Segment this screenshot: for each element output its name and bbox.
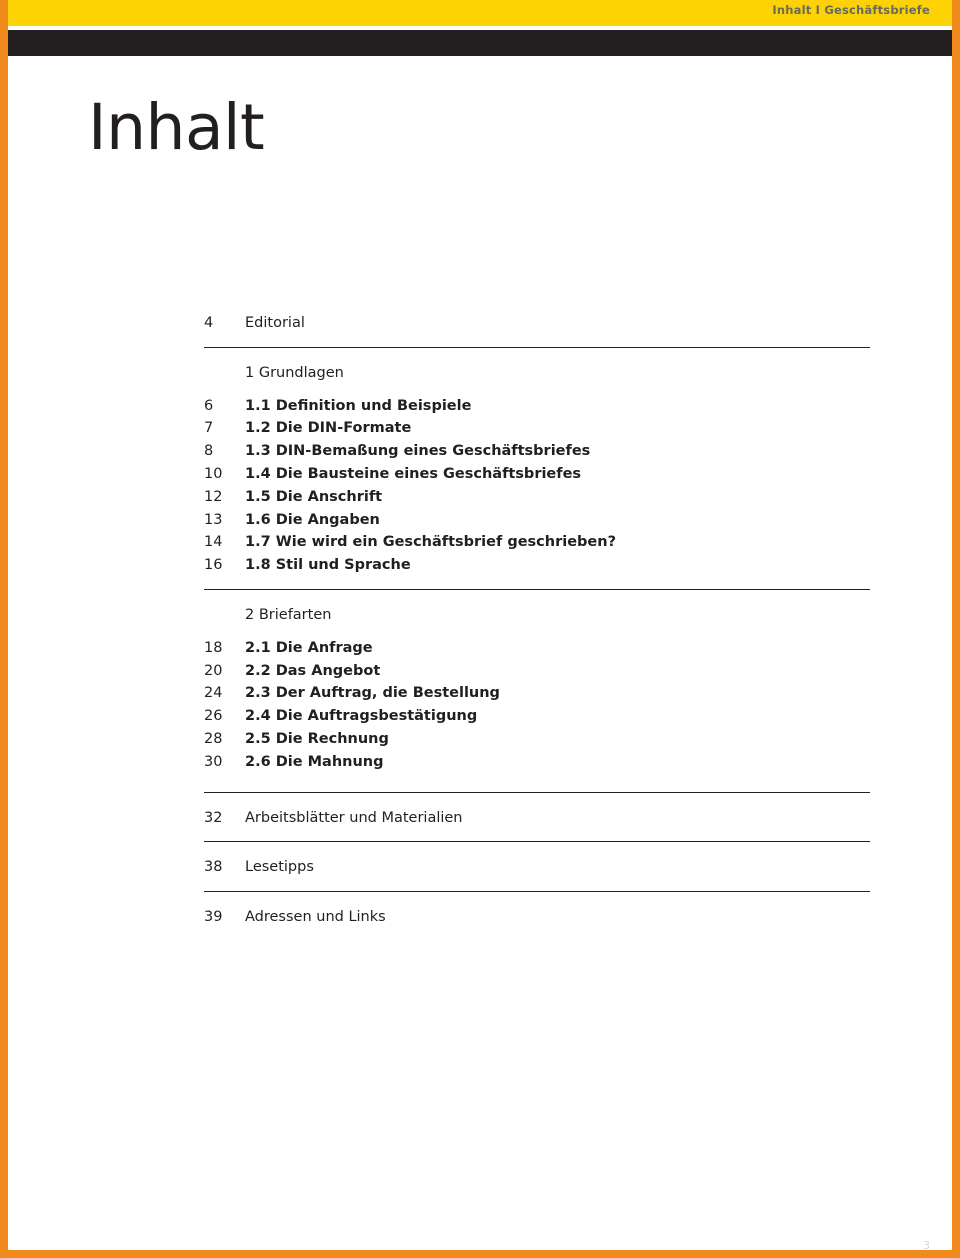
toc-entry-2-6[interactable] xyxy=(204,751,870,774)
toc-page-number: 6 xyxy=(204,397,214,414)
toc-entry-label: 1.7 Wie wird ein Geschäftsbrief geschrieben? xyxy=(245,534,616,551)
toc-entry-1-3[interactable] xyxy=(204,440,870,463)
toc-page-number: 13 xyxy=(204,511,223,528)
page-border-right xyxy=(952,0,960,1258)
spacer xyxy=(204,385,870,395)
toc-section-heading-1 xyxy=(204,362,870,385)
toc-page-number: 14 xyxy=(204,534,223,551)
spacer xyxy=(204,348,870,362)
spacer xyxy=(204,590,870,604)
toc-entry-lesetipps[interactable] xyxy=(204,856,870,879)
toc-page-number: 30 xyxy=(204,753,223,770)
page-title: Inhalt xyxy=(88,91,265,164)
toc-page-number: 16 xyxy=(204,557,223,574)
toc-page-number: 39 xyxy=(204,909,223,926)
spacer xyxy=(204,627,870,637)
toc-entry-adressen[interactable] xyxy=(204,906,870,929)
toc-entry-label: Adressen und Links xyxy=(245,909,386,926)
toc-entry-label: 2.2 Das Angebot xyxy=(245,662,381,679)
spacer xyxy=(204,774,870,792)
toc-entry-2-5[interactable] xyxy=(204,728,870,751)
toc-page-number: 20 xyxy=(204,662,223,679)
toc-entry-label: 2.4 Die Auftragsbestätigung xyxy=(245,708,478,725)
spacer xyxy=(204,335,870,347)
spacer xyxy=(204,829,870,841)
running-head: Inhalt I Geschäftsbriefe xyxy=(772,3,930,17)
spacer xyxy=(204,842,870,856)
toc-page-number: 4 xyxy=(204,315,214,331)
toc-entry-label: 2.6 Die Mahnung xyxy=(245,753,384,770)
toc-entry-editorial[interactable] xyxy=(204,312,870,335)
toc-page-number: 24 xyxy=(204,685,223,702)
toc-page-number: 8 xyxy=(204,443,214,460)
toc-entry-label: Editorial xyxy=(245,315,305,331)
toc-entry-label: 2.3 Der Auftrag, die Bestellung xyxy=(245,685,500,702)
toc-entry-1-2[interactable] xyxy=(204,417,870,440)
toc-entry-label: 1.3 DIN-Bemaßung eines Geschäftsbriefes xyxy=(245,443,591,460)
toc-page-number: 32 xyxy=(204,809,223,826)
toc-page-number: 26 xyxy=(204,708,223,725)
toc-entry-1-4[interactable] xyxy=(204,463,870,486)
toc-entry-label: 1.1 Definition und Beispiele xyxy=(245,397,472,414)
toc-page-number: 10 xyxy=(204,465,223,482)
toc-section-label: 1 Grundlagen xyxy=(245,364,344,381)
toc-section-label: 2 Briefarten xyxy=(245,606,332,623)
spacer xyxy=(204,793,870,807)
toc-entry-1-1[interactable] xyxy=(204,395,870,418)
spacer xyxy=(204,879,870,891)
page-border-left xyxy=(0,0,8,1258)
page-border-bottom xyxy=(0,1250,960,1258)
toc-entry-label: 1.2 Die DIN-Formate xyxy=(245,420,412,437)
spacer xyxy=(204,892,870,906)
toc-entry-label: 1.4 Die Bausteine eines Geschäftsbriefes xyxy=(245,465,582,482)
toc-page-number: 12 xyxy=(204,488,223,505)
toc-entry-arbeitsblaetter[interactable] xyxy=(204,807,870,830)
header-black-band xyxy=(8,30,952,56)
toc-entry-label: 1.5 Die Anschrift xyxy=(245,488,383,505)
header-band xyxy=(8,0,952,26)
toc-entry-1-7[interactable] xyxy=(204,531,870,554)
toc-entry-1-8[interactable] xyxy=(204,554,870,577)
toc-entry-2-1[interactable] xyxy=(204,637,870,660)
toc-entry-label: 1.6 Die Angaben xyxy=(245,511,380,528)
toc-page-number: 18 xyxy=(204,639,223,656)
toc-entry-label: 2.5 Die Rechnung xyxy=(245,730,389,747)
toc-entry-2-2[interactable] xyxy=(204,660,870,683)
toc-section-heading-2 xyxy=(204,604,870,627)
toc-entry-label: 1.8 Stil und Sprache xyxy=(245,557,411,574)
table-of-contents xyxy=(204,312,870,929)
toc-page-number: 38 xyxy=(204,859,223,876)
toc-page-number: 7 xyxy=(204,420,214,437)
toc-entry-label: 2.1 Die Anfrage xyxy=(245,639,373,656)
toc-entry-label: Lesetipps xyxy=(245,859,314,876)
toc-entry-label: Arbeitsblätter und Materialien xyxy=(245,809,463,826)
toc-entry-1-6[interactable] xyxy=(204,509,870,532)
toc-entry-1-5[interactable] xyxy=(204,486,870,509)
toc-entry-2-3[interactable] xyxy=(204,682,870,705)
toc-entry-2-4[interactable] xyxy=(204,705,870,728)
toc-page-number: 28 xyxy=(204,730,223,747)
page-number: 3 xyxy=(923,1239,930,1252)
spacer xyxy=(204,577,870,589)
